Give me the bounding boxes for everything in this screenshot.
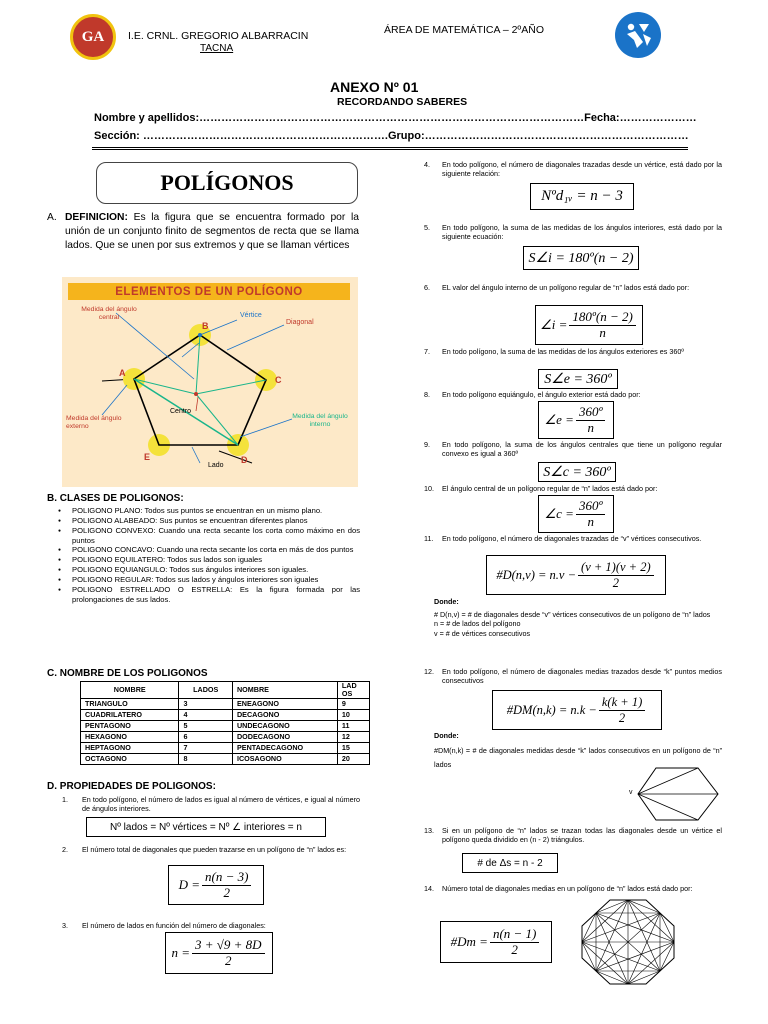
formula-numerator: k(k + 1) (599, 695, 645, 710)
table-cell: CUADRILATERO (81, 709, 179, 720)
list-item: ● POLIGONO CONVEXO: Cuando una recta secante los corta como máximo en dos puntos (58, 526, 360, 546)
table-cell: 10 (337, 709, 369, 720)
table-row (81, 709, 370, 720)
page-title: POLÍGONOS (160, 170, 294, 195)
table-cell: 6 (179, 731, 233, 742)
school-name: I.E. CRNL. GREGORIO ALBARRACIN (128, 30, 309, 42)
table-cell: PENTAGONO (81, 720, 179, 731)
definition-marker: A. (47, 212, 57, 223)
column-header: NOMBRE (81, 682, 179, 699)
property-4-formula (530, 183, 634, 210)
property-text: El número total de diagonales que pueden trazarse en un polígono de “n” lados es: (82, 845, 347, 854)
property-number: 6. (424, 283, 430, 292)
octagon-mid-diagonals-figure (580, 898, 676, 986)
names-table (80, 681, 370, 765)
table-cell: 9 (337, 698, 369, 709)
table-cell: 20 (337, 753, 369, 764)
list-item: ● POLIGONO ESTRELLADO O ESTRELLA: Es la figura formada por las prolongaciones de sus lados. (58, 585, 360, 605)
formula-lhs: ∠c = (544, 506, 574, 521)
classes-list (58, 506, 360, 605)
property-14-formula (440, 921, 552, 963)
table-row (81, 731, 370, 742)
property-number: 1. (62, 795, 68, 804)
property-text: En todo polígono, la suma de las medidas de los ángulos exteriores es 360º (442, 347, 684, 356)
table-header-row (81, 682, 370, 699)
formula-denominator: n (587, 513, 594, 529)
definition-text: Es la figura que se encuentra formado por la unión de un conjunto finito de segmentos de recta que se llama lados. Que se unen por sus extremos y que se llaman vértices (65, 212, 359, 251)
list-item: ● POLIGONO ALABEADO: Sus puntos se encuentran diferentes planos (58, 516, 360, 526)
school-logo-letters: GA (81, 28, 105, 45)
property-text: En todo polígono, el número de diagonales trazadas desde un vértice, está dado por la siguiente relación: (442, 160, 722, 179)
table-cell: DODECAGONO (232, 731, 337, 742)
label-vertex-B: B (202, 321, 209, 331)
property-11 (424, 534, 722, 543)
property-7-formula (538, 369, 618, 389)
annex-subtitle: RECORDANDO SABERES (337, 96, 468, 108)
formula: S∠c = 360º (543, 464, 611, 480)
table-cell: OCTAGONO (81, 753, 179, 764)
property-number: 10. (424, 484, 434, 493)
formula-lhs: ∠e = (544, 412, 574, 427)
label-center: Centro (170, 408, 192, 415)
property-number: 3. (62, 921, 68, 930)
label-external-angle: Medida del ángulo externo (66, 415, 122, 431)
property-number: 13. (424, 826, 434, 835)
table-cell: HEXAGONO (81, 731, 179, 742)
property-text: En todo polígono, el número de diagonales trazadas de “v” vértices consecutivos. (442, 534, 702, 543)
property-14 (424, 884, 722, 893)
formula: S∠e = 360º (544, 371, 612, 387)
property-6 (424, 283, 722, 292)
math-logo-icon (621, 18, 655, 52)
property-5 (424, 223, 722, 242)
list-item: ● POLIGONO PLANO: Todos sus puntos se encuentran en un mismo plano. (58, 506, 360, 516)
property-number: 4. (424, 160, 430, 169)
property-9-formula (538, 462, 616, 482)
formula-numerator: n(n − 3) (202, 870, 251, 886)
math-logo (615, 12, 661, 58)
property-1 (62, 795, 360, 814)
table-cell: TRIANGULO (81, 698, 179, 709)
table-cell: 3 (179, 698, 233, 709)
names-heading: C. NOMBRE DE LOS POLIGONOS (47, 668, 208, 679)
table-cell: HEPTAGONO (81, 742, 179, 753)
formula-denominator: 2 (225, 952, 232, 968)
table-row (81, 698, 370, 709)
property-2 (62, 845, 360, 854)
definition-line: v = # de vértices consecutivos (434, 628, 531, 638)
property-10 (424, 484, 722, 493)
polygon-elements-diagram (62, 277, 358, 487)
table-cell: 12 (337, 731, 369, 742)
property-number: 7. (424, 347, 430, 356)
property-text: En todo polígono, la suma de los ángulos centrales que tiene un polígono regular convexo es igual a 360º (442, 440, 722, 459)
formula-numerator: 180º(n − 2) (569, 310, 635, 326)
property-number: 9. (424, 440, 430, 449)
property-text: El ángulo central de un polígono regular de “n” lados está dado por: (442, 484, 658, 493)
section-group-line: Sección: ………………………………………………………….Grupo:……………………………………………………………… (94, 130, 689, 142)
formula-lhs: D = (178, 877, 200, 892)
formula: S∠i = 180º(n − 2) (528, 250, 634, 266)
table-cell: ENEAGONO (232, 698, 337, 709)
property-1-formula: Nº lados = Nº vértices = Nº ∠ interiores = n (110, 821, 302, 833)
classes-heading: B. CLASES DE POLIGONOS: (47, 493, 184, 504)
hexagon-diagonals-figure (636, 766, 720, 822)
property-8-formula (538, 401, 614, 439)
definition-label: DEFINICION: (65, 212, 128, 223)
table-cell: 15 (337, 742, 369, 753)
property-12-formula (492, 690, 662, 730)
property-3-formula (165, 932, 273, 974)
property-12 (424, 667, 722, 686)
table-cell: 4 (179, 709, 233, 720)
property-11-formula (486, 555, 666, 595)
property-10-formula (538, 495, 614, 533)
formula: Nºd₁ᵥ = n − 3 (541, 188, 623, 204)
definition-line: # D(n,v) = # de diagonales desde “v” vértices consecutivos de un polígono de “n” lados (434, 610, 711, 619)
formula-lhs: n = (171, 945, 190, 960)
header-divider (92, 147, 688, 150)
label-vertex-E: E (144, 452, 151, 462)
label-diagonal: Diagonal (286, 319, 314, 326)
property-13-formula: # de Δs = n - 2 (477, 857, 543, 869)
property-7 (424, 347, 722, 356)
properties-heading: D. PROPIEDADES DE POLIGONOS: (47, 781, 216, 792)
diagram-banner-text: ELEMENTOS DE UN POLÍGONO (115, 285, 303, 298)
property-5-formula (523, 246, 639, 270)
formula-numerator: 360º (576, 499, 606, 515)
definition-block (47, 211, 359, 253)
formula-lhs: #Dm = (450, 934, 488, 949)
property-9 (424, 440, 722, 459)
label-central-angle: Medida del ángulo central (81, 306, 137, 322)
school-logo (70, 14, 116, 60)
property-number: 8. (424, 390, 430, 399)
vertex-label-v: v (629, 789, 633, 796)
table-cell: DECAGONO (232, 709, 337, 720)
table-cell: 7 (179, 742, 233, 753)
table-cell: UNDECAGONO (232, 720, 337, 731)
column-header: NOMBRE (232, 682, 337, 699)
table-cell: ICOSAGONO (232, 753, 337, 764)
formula-lhs: #DM(n,k) = n.k − (506, 702, 597, 717)
formula-numerator: n(n − 1) (490, 927, 539, 943)
title-box (96, 162, 358, 204)
annex-title: ANEXO Nº 01 (330, 79, 419, 95)
table-cell: 8 (179, 753, 233, 764)
property-11-definition (434, 610, 722, 638)
property-number: 11. (424, 534, 434, 543)
property-6-formula (535, 305, 643, 345)
property-text: Número total de diagonales medias en un polígono de “n” lados está dado por: (442, 884, 693, 893)
property-13-box (462, 853, 558, 873)
label-internal-angle: Medida del ángulo interno (292, 413, 348, 429)
table-cell: 5 (179, 720, 233, 731)
area-title: ÁREA DE MATEMÁTICA – 2ºAÑO (384, 24, 545, 36)
column-header: LAD OS (337, 682, 369, 699)
formula-lhs: ∠i = (540, 317, 568, 332)
property-text: En todo polígono, el número de lados es igual al número de vértices, e igual al número de ángulos interiores. (82, 795, 360, 814)
label-vertex-A: A (119, 368, 126, 378)
school-city: TACNA (200, 43, 234, 54)
table-row (81, 742, 370, 753)
formula-denominator: 2 (511, 941, 518, 957)
property-13 (424, 826, 722, 845)
definition-line: #DM(n,k) = # de diagonales medidas desde “k” lados consecutivos en un polígono de “n” lados (434, 746, 722, 769)
property-8 (424, 390, 722, 399)
list-item: ● POLIGONO EQUILATERO: Todos sus lados son iguales (58, 555, 360, 565)
label-side: Lado (208, 462, 224, 469)
property-number: 2. (62, 845, 68, 854)
formula-numerator: (v + 1)(v + 2) (578, 560, 654, 575)
property-4 (424, 160, 722, 179)
label-vertex: Vértice (240, 312, 262, 319)
donde-label: Donde: (434, 731, 459, 740)
formula-lhs: #D(n,v) = n.v − (496, 567, 577, 582)
list-item: ● POLIGONO EQUIANGULO: Todos sus ángulos interiores son iguales. (58, 565, 360, 575)
table-row (81, 753, 370, 764)
property-text: En todo polígono, el número de diagonales medias trazados desde “k” puntos medios consecutivos (442, 667, 722, 686)
property-2-formula (168, 865, 264, 905)
property-text: EL valor del ángulo interno de un polígono regular de “n” lados está dado por: (442, 283, 690, 292)
label-vertex-C: C (275, 375, 282, 385)
property-text: En todo polígono, la suma de las medidas de los ángulos interiores, está dado por la siguiente ecuación: (442, 223, 722, 242)
formula-denominator: n (587, 419, 594, 435)
formula-numerator: 3 + √9 + 8D (192, 938, 265, 954)
property-text: El número de lados en función del número de diagonales: (82, 921, 266, 930)
table-cell: 11 (337, 720, 369, 731)
label-vertex-D: D (241, 455, 248, 465)
property-number: 12. (424, 667, 434, 676)
formula-numerator: 360º (576, 405, 606, 421)
column-header: LADOS (179, 682, 233, 699)
property-text: En todo polígono equiángulo, el ángulo exterior está dado por: (442, 390, 641, 399)
donde-label: Donde: (434, 597, 459, 606)
formula-denominator: 2 (612, 575, 619, 590)
table-cell: PENTADECAGONO (232, 742, 337, 753)
name-date-line: Nombre y apellidos:……………………………………………………………………………………………Fecha:………………… (94, 112, 697, 124)
definition-line: n = # de lados del polígono (434, 619, 521, 629)
table-row (81, 720, 370, 731)
list-item: ● POLIGONO REGULAR: Todos sus lados y ángulos interiores son iguales (58, 575, 360, 585)
property-number: 14. (424, 884, 434, 893)
formula-denominator: 2 (618, 710, 626, 725)
property-text: Si en un polígono de “n” lados se trazan todas las diagonales desde un vértice el polígono queda dividido en (n - 2) triángulos. (442, 826, 722, 845)
property-1-box (86, 817, 326, 837)
formula-denominator: n (599, 324, 606, 340)
list-item: ● POLIGONO CONCAVO: Cuando una recta secante los corta en más de dos puntos (58, 545, 360, 555)
property-3 (62, 921, 360, 930)
property-number: 5. (424, 223, 430, 232)
formula-denominator: 2 (223, 884, 230, 900)
